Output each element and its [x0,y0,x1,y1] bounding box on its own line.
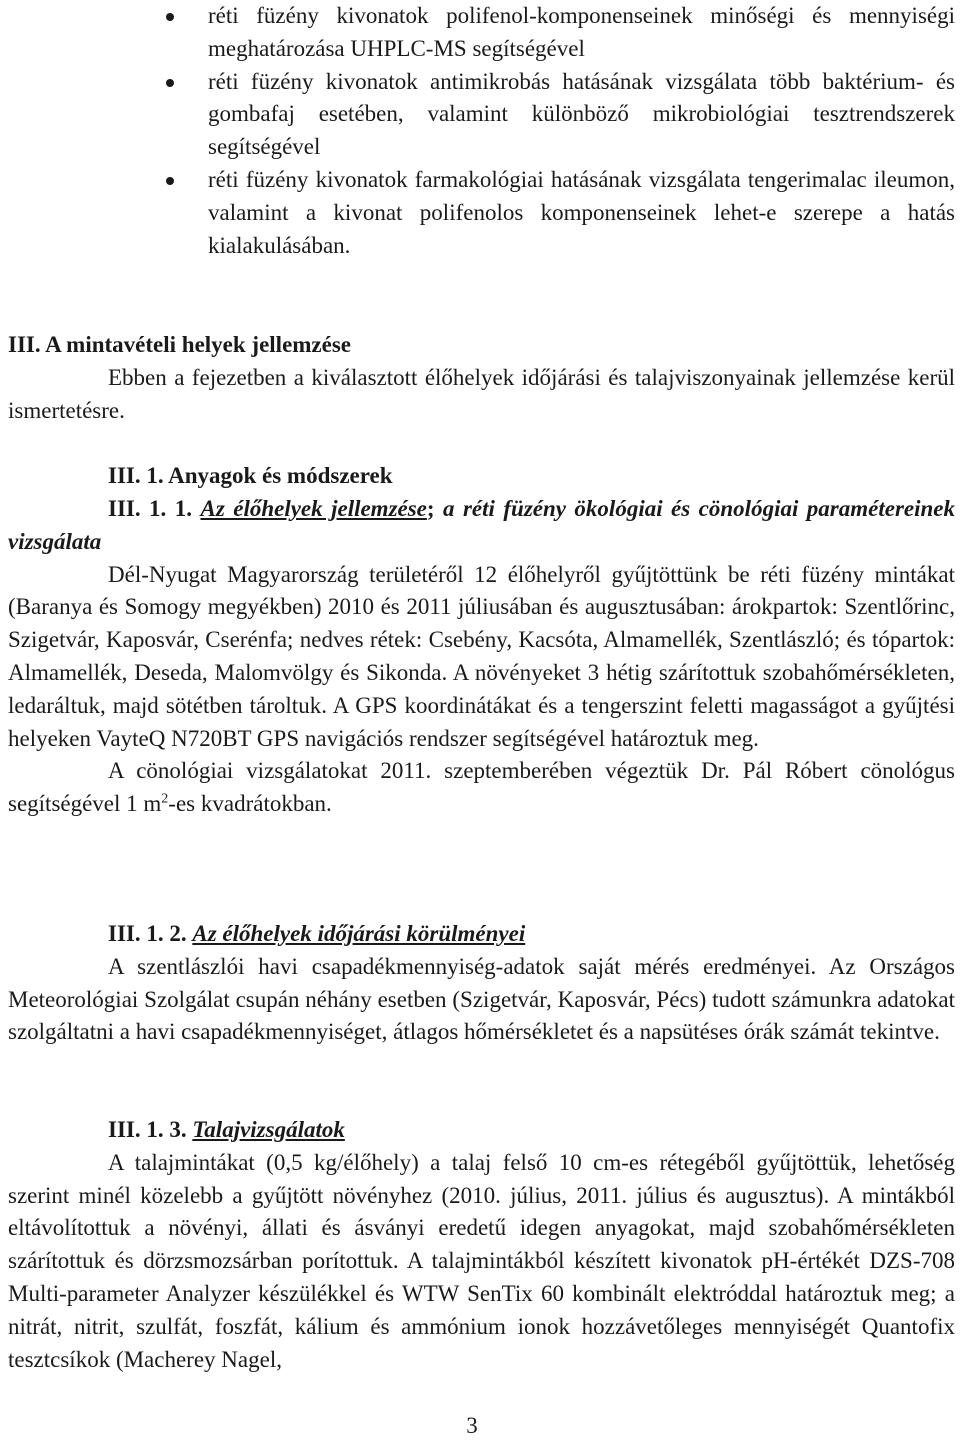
page-number: 3 [466,1413,478,1438]
subsection-paragraph [8,755,955,821]
subsection-heading [8,493,955,559]
bullet-item [8,66,955,164]
subsection-title: Az élőhelyek időjárási körülményei [192,921,526,946]
bullet-dot-icon [166,79,174,87]
subsection-heading [8,1114,955,1147]
bullet-dot-icon [166,13,174,21]
chapter-intro: Ebben a fejezetben a kiválasztott élőhelyek időjárási és talajviszonyainak jellemzése kerül ismertetésre. [8,364,955,423]
paragraph-text: -es kvadrátokban. [168,791,332,817]
section-1 [8,460,955,493]
superscript: 2 [161,791,169,807]
bullet-dot-icon [166,177,174,185]
subsection-title: Talajvizsgálatok [192,1117,345,1142]
subsection-1-1 [8,493,955,821]
section-heading: III. 1. Anyagok és módszerek [108,463,393,488]
subsection-heading [8,918,955,951]
bullet-item [8,0,955,66]
subsection-title: Az élőhelyek jellemzése [200,496,427,521]
subsection-number: III. 1. 1. [108,496,193,521]
subsection-1-3 [8,1114,955,1376]
subsection-paragraph: A talajmintákat (0,5 kg/élőhely) a talaj felső 10 cm-es rétegéből gyűjtöttük, lehetőség szerint minél közelebb a gyűjtött növényhez (2010. július, 2011. július és augusztus). A mintákból eltávolítottuk a növényi, állati és ásványi eredetű idegen anyagokat, majd szobahőmérsékleten szárítottuk és dörzsmozsárban porítottuk. A talajmintákból készített kivonatok pH-értékét DZS-708 Multi-parameter Analyzer készülékkel és WTW SenTix 60 kombinált elektróddal határoztuk meg; a nitrát, nitrit, szulfát, foszfát, kálium és ammónium ionok hozzávetőleges mennyiségét Quantofix tesztcsíkok (Macherey Nagel, [8,1149,955,1372]
chapter-section [8,329,955,427]
subsection-number: III. 1. 2. [108,921,187,946]
bullet-text: réti füzény kivonatok antimikrobás hatásának vizsgálata több baktérium- és gombafaj esetében, valamint különböző mikrobiológiai tesztrendszerek segítségével [208,68,955,160]
subsection-paragraph: A szentlászlói havi csapadékmennyiség-adatok saját mérés eredményei. Az Országos Meteorológiai Szolgálat csupán néhány esetben (Szigetvár, Kaposvár, Pécs) tudott számunkra adatokat szolgáltatni a havi csapadékmennyiséget, átlagos hőmérsékletet és a napsütéses órák számát tekintve. [8,953,955,1045]
bullet-text: réti füzény kivonatok farmakológiai hatásának vizsgálata tengerimalac ileumon, valamint a kivonat polifenolos komponenseinek lehet-e szerepe a hatás kialakulásában. [208,166,955,258]
bullet-item [8,164,955,262]
bullet-text: réti füzény kivonatok polifenol-komponenseinek minőségi és mennyiségi meghatározása UHPLC-MS segítségével [208,3,955,61]
subsection-number: III. 1. 3. [108,1117,187,1142]
chapter-heading: III. A mintavételi helyek jellemzése [8,332,352,357]
objectives-bullet-list [8,0,955,262]
subsection-paragraph: Dél-Nyugat Magyarország területéről 12 élőhelyről gyűjtöttünk be réti füzény mintákat (Baranya és Somogy megyékben) 2010 és 2011 júliusában és augusztusában: árokpartok: Szentlőrinc, Szigetvár, Kaposvár, Cserénfa; nedves rétek: Csebény, Kacsóta, Almamellék, Szentlászló; és tópartok: Almamellék, Deseda, Malomvölgy és Sikonda. A növényeket 3 hétig szárítottuk szobahőmérsékleten, ledaráltuk, majd sötétben tároltuk. A GPS koordinátákat és a tengerszint feletti magasságot a gyűjtési helyeken VayteQ N720BT GPS navigációs rendszer segítségével határoztuk meg. [8,561,955,751]
paragraph-text: A cönológiai vizsgálatokat 2011. szeptemberében végeztük Dr. Pál Róbert cönológus segítségével 1 m [8,758,955,817]
subsection-title-rest: a réti füzény ökológiai és cönológiai paramétereinek vizsgálata [8,496,955,554]
subsection-1-2 [8,918,955,1049]
subsection-title-separator: ; [426,496,435,521]
